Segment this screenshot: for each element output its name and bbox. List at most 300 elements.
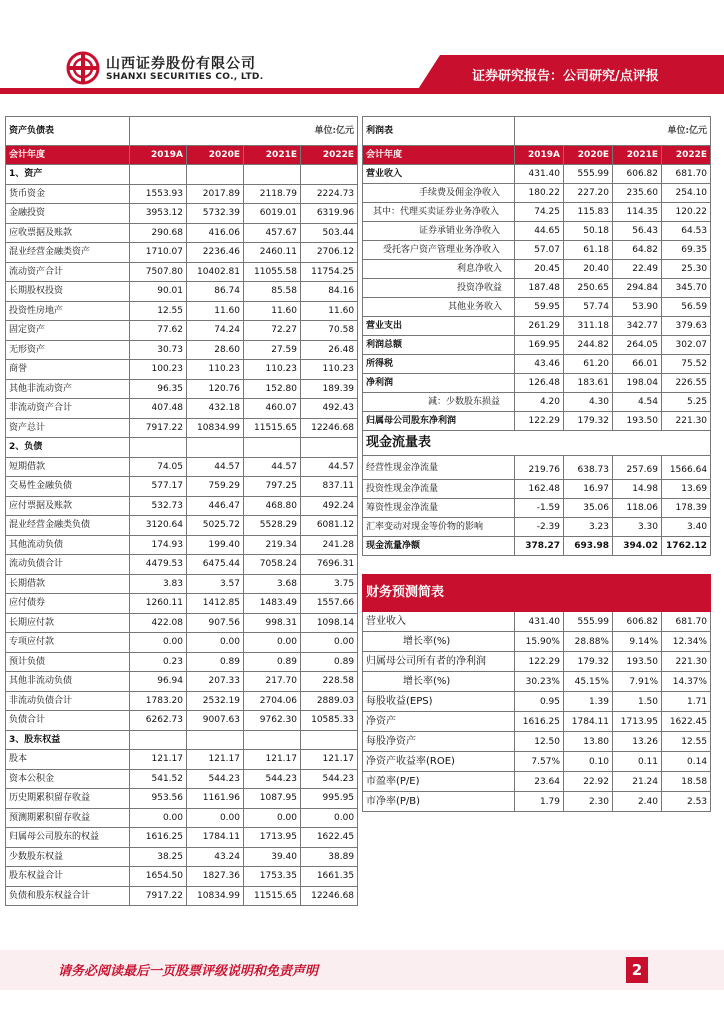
col-header-2022e: 2022E bbox=[301, 146, 358, 165]
row-label: 证券承销业务净收入 bbox=[363, 222, 515, 241]
value-cell: 85.58 bbox=[244, 282, 301, 302]
value-cell: 394.02 bbox=[613, 537, 662, 556]
value-cell: 2706.12 bbox=[301, 243, 358, 263]
value-cell: 120.76 bbox=[187, 379, 244, 399]
table-row bbox=[6, 262, 358, 282]
table-row bbox=[363, 652, 711, 672]
value-cell: 7917.22 bbox=[130, 886, 187, 906]
value-cell: 541.52 bbox=[130, 769, 187, 789]
company-name-en: SHANXI SECURITIES CO., LTD. bbox=[106, 72, 264, 82]
row-label: 混业经营金融类资产 bbox=[6, 243, 130, 263]
value-cell: 1616.25 bbox=[515, 712, 564, 732]
row-label: 归属母公司股东净利润 bbox=[363, 412, 515, 431]
table-row bbox=[363, 672, 711, 692]
value-cell: 1713.95 bbox=[244, 828, 301, 848]
value-cell: 90.01 bbox=[130, 282, 187, 302]
page-header bbox=[0, 0, 724, 96]
value-cell: 39.40 bbox=[244, 847, 301, 867]
value-cell: 28.88% bbox=[564, 632, 613, 652]
value-cell: 3.23 bbox=[564, 518, 613, 537]
value-cell bbox=[244, 730, 301, 750]
value-cell: 5528.29 bbox=[244, 516, 301, 536]
value-cell: 431.40 bbox=[515, 612, 564, 632]
value-cell: 555.99 bbox=[564, 612, 613, 632]
table-row bbox=[363, 537, 711, 556]
row-label: 汇率变动对现金等价物的影响 bbox=[363, 518, 515, 537]
value-cell: 0.00 bbox=[301, 808, 358, 828]
table-row bbox=[363, 374, 711, 393]
table-row bbox=[6, 574, 358, 594]
value-cell: 20.40 bbox=[564, 260, 613, 279]
table-row bbox=[363, 336, 711, 355]
value-cell: 9007.63 bbox=[187, 711, 244, 731]
value-cell bbox=[301, 438, 358, 458]
value-cell: 1553.93 bbox=[130, 184, 187, 204]
value-cell: 120.22 bbox=[662, 203, 711, 222]
col-header-2022e: 2022E bbox=[662, 146, 711, 165]
value-cell: 1753.35 bbox=[244, 867, 301, 887]
value-cell: 555.99 bbox=[564, 165, 613, 184]
row-label: 其他非流动负债 bbox=[6, 672, 130, 692]
row-label: 长期股权投资 bbox=[6, 282, 130, 302]
row-label: 投资性房地产 bbox=[6, 301, 130, 321]
balance-sheet-unit: 单位:亿元 bbox=[130, 117, 358, 146]
row-label: 增长率(%) bbox=[363, 632, 515, 652]
row-label: 流动负债合计 bbox=[6, 555, 130, 575]
value-cell: 1557.66 bbox=[301, 594, 358, 614]
table-row bbox=[363, 298, 711, 317]
value-cell: 3120.64 bbox=[130, 516, 187, 536]
row-label: 专项应付款 bbox=[6, 633, 130, 653]
table-row bbox=[6, 867, 358, 887]
value-cell: 302.07 bbox=[662, 336, 711, 355]
value-cell: 43.46 bbox=[515, 355, 564, 374]
value-cell: 96.35 bbox=[130, 379, 187, 399]
table-row bbox=[363, 393, 711, 412]
value-cell: 1713.95 bbox=[613, 712, 662, 732]
value-cell: 457.67 bbox=[244, 223, 301, 243]
value-cell: 7507.80 bbox=[130, 262, 187, 282]
row-label: 预计负债 bbox=[6, 652, 130, 672]
value-cell: 86.74 bbox=[187, 282, 244, 302]
value-cell: 183.61 bbox=[564, 374, 613, 393]
value-cell: 11.60 bbox=[301, 301, 358, 321]
value-cell: 152.80 bbox=[244, 379, 301, 399]
table-row bbox=[6, 535, 358, 555]
value-cell: 4479.53 bbox=[130, 555, 187, 575]
value-cell: 606.82 bbox=[613, 165, 662, 184]
value-cell: 56.43 bbox=[613, 222, 662, 241]
value-cell: 2.53 bbox=[662, 792, 711, 812]
table-row bbox=[6, 340, 358, 360]
value-cell: 96.94 bbox=[130, 672, 187, 692]
value-cell: 2460.11 bbox=[244, 243, 301, 263]
value-cell: 27.59 bbox=[244, 340, 301, 360]
row-label: 净利润 bbox=[363, 374, 515, 393]
row-label: 每股净资产 bbox=[363, 732, 515, 752]
value-cell: 50.18 bbox=[564, 222, 613, 241]
value-cell: 1654.50 bbox=[130, 867, 187, 887]
row-label: 固定资产 bbox=[6, 321, 130, 341]
row-label: 历史期累积留存收益 bbox=[6, 789, 130, 809]
row-label: 金融投资 bbox=[6, 204, 130, 224]
value-cell bbox=[187, 438, 244, 458]
col-header-2020e: 2020E bbox=[564, 146, 613, 165]
row-label: 应付债券 bbox=[6, 594, 130, 614]
value-cell: 1098.14 bbox=[301, 613, 358, 633]
value-cell: 53.90 bbox=[613, 298, 662, 317]
row-label: 资产总计 bbox=[6, 418, 130, 438]
value-cell: 953.56 bbox=[130, 789, 187, 809]
value-cell: 638.73 bbox=[564, 456, 613, 480]
row-label: 少数股东权益 bbox=[6, 847, 130, 867]
value-cell: 250.65 bbox=[564, 279, 613, 298]
value-cell: 3953.12 bbox=[130, 204, 187, 224]
table-row bbox=[6, 847, 358, 867]
value-cell: 1762.12 bbox=[662, 537, 711, 556]
value-cell: 44.57 bbox=[244, 457, 301, 477]
row-label: 营业收入 bbox=[363, 612, 515, 632]
value-cell: 261.29 bbox=[515, 317, 564, 336]
value-cell: 16.97 bbox=[564, 480, 613, 499]
table-row bbox=[363, 184, 711, 203]
value-cell: 10834.99 bbox=[187, 418, 244, 438]
row-label: 减：少数股东损益 bbox=[363, 393, 515, 412]
value-cell: 226.55 bbox=[662, 374, 711, 393]
value-cell: 3.68 bbox=[244, 574, 301, 594]
value-cell: 7058.24 bbox=[244, 555, 301, 575]
value-cell: 532.73 bbox=[130, 496, 187, 516]
value-cell: 14.98 bbox=[613, 480, 662, 499]
table-row bbox=[363, 222, 711, 241]
value-cell: 7.91% bbox=[613, 672, 662, 692]
value-cell: 6019.01 bbox=[244, 204, 301, 224]
value-cell: 110.23 bbox=[301, 360, 358, 380]
value-cell: 3.75 bbox=[301, 574, 358, 594]
table-row bbox=[6, 652, 358, 672]
value-cell: 2.30 bbox=[564, 792, 613, 812]
table-row bbox=[6, 672, 358, 692]
table-row bbox=[363, 518, 711, 537]
row-label: 增长率(%) bbox=[363, 672, 515, 692]
table-row bbox=[6, 555, 358, 575]
row-label: 股本 bbox=[6, 750, 130, 770]
income-statement-table bbox=[362, 116, 711, 812]
row-label: 股东权益合计 bbox=[6, 867, 130, 887]
value-cell: 70.58 bbox=[301, 321, 358, 341]
value-cell: 2017.89 bbox=[187, 184, 244, 204]
value-cell: 379.63 bbox=[662, 317, 711, 336]
value-cell bbox=[301, 165, 358, 185]
table-row bbox=[6, 750, 358, 770]
table-row bbox=[6, 399, 358, 419]
table-row bbox=[363, 260, 711, 279]
value-cell: 57.74 bbox=[564, 298, 613, 317]
value-cell: 9.14% bbox=[613, 632, 662, 652]
row-label: 其他业务收入 bbox=[363, 298, 515, 317]
value-cell bbox=[244, 165, 301, 185]
value-cell: 1412.85 bbox=[187, 594, 244, 614]
value-cell: 30.73 bbox=[130, 340, 187, 360]
value-cell bbox=[130, 438, 187, 458]
row-label: 交易性金融负债 bbox=[6, 477, 130, 497]
value-cell: 244.82 bbox=[564, 336, 613, 355]
value-cell: 5.25 bbox=[662, 393, 711, 412]
value-cell: 121.17 bbox=[244, 750, 301, 770]
col-header-2020e: 2020E bbox=[187, 146, 244, 165]
page-number: 2 bbox=[626, 957, 648, 983]
table-row bbox=[6, 360, 358, 380]
table-row bbox=[363, 241, 711, 260]
value-cell: 20.45 bbox=[515, 260, 564, 279]
value-cell: 544.23 bbox=[244, 769, 301, 789]
value-cell: 74.05 bbox=[130, 457, 187, 477]
value-cell: 69.35 bbox=[662, 241, 711, 260]
value-cell: 44.57 bbox=[301, 457, 358, 477]
value-cell: 179.32 bbox=[564, 652, 613, 672]
value-cell: 12.55 bbox=[130, 301, 187, 321]
row-label: 利润总额 bbox=[363, 336, 515, 355]
row-label: 市净率(P/B) bbox=[363, 792, 515, 812]
value-cell: 235.60 bbox=[613, 184, 662, 203]
row-label: 受托客户资产管理业务净收入 bbox=[363, 241, 515, 260]
value-cell: -2.39 bbox=[515, 518, 564, 537]
table-row bbox=[363, 792, 711, 812]
value-cell: 294.84 bbox=[613, 279, 662, 298]
row-label: 营业支出 bbox=[363, 317, 515, 336]
value-cell: 257.69 bbox=[613, 456, 662, 480]
value-cell bbox=[130, 730, 187, 750]
value-cell: 797.25 bbox=[244, 477, 301, 497]
row-label: 其他非流动资产 bbox=[6, 379, 130, 399]
table-row bbox=[6, 301, 358, 321]
value-cell: 577.17 bbox=[130, 477, 187, 497]
value-cell: 25.30 bbox=[662, 260, 711, 279]
value-cell: 345.70 bbox=[662, 279, 711, 298]
value-cell: 11515.65 bbox=[244, 886, 301, 906]
value-cell: 4.30 bbox=[564, 393, 613, 412]
income-statement-unit: 单位:亿元 bbox=[515, 117, 711, 146]
row-label: 3、股东权益 bbox=[6, 730, 130, 750]
table-row bbox=[6, 165, 358, 185]
value-cell: 0.89 bbox=[301, 652, 358, 672]
value-cell: 9762.30 bbox=[244, 711, 301, 731]
table-row bbox=[6, 516, 358, 536]
value-cell: 11754.25 bbox=[301, 262, 358, 282]
value-cell: 28.60 bbox=[187, 340, 244, 360]
table-row bbox=[363, 431, 711, 456]
value-cell: 7.57% bbox=[515, 752, 564, 772]
row-label: 现金流量净额 bbox=[363, 537, 515, 556]
value-cell bbox=[301, 730, 358, 750]
table-row bbox=[363, 480, 711, 499]
value-cell: 907.56 bbox=[187, 613, 244, 633]
value-cell: 219.34 bbox=[244, 535, 301, 555]
value-cell: 1661.35 bbox=[301, 867, 358, 887]
table-row bbox=[363, 412, 711, 431]
value-cell: 115.83 bbox=[564, 203, 613, 222]
table-row bbox=[363, 732, 711, 752]
row-label: 长期借款 bbox=[6, 574, 130, 594]
value-cell: 407.48 bbox=[130, 399, 187, 419]
row-label: 非流动负债合计 bbox=[6, 691, 130, 711]
table-row bbox=[363, 165, 711, 184]
value-cell bbox=[130, 165, 187, 185]
table-row bbox=[6, 711, 358, 731]
value-cell: -1.59 bbox=[515, 499, 564, 518]
row-label: 流动资产合计 bbox=[6, 262, 130, 282]
value-cell: 44.65 bbox=[515, 222, 564, 241]
row-label: 筹资性现金净流量 bbox=[363, 499, 515, 518]
value-cell: 6475.44 bbox=[187, 555, 244, 575]
value-cell: 122.29 bbox=[515, 652, 564, 672]
value-cell: 72.27 bbox=[244, 321, 301, 341]
value-cell: 13.80 bbox=[564, 732, 613, 752]
value-cell: 468.80 bbox=[244, 496, 301, 516]
value-cell: 12.34% bbox=[662, 632, 711, 652]
value-cell: 492.24 bbox=[301, 496, 358, 516]
value-cell: 193.50 bbox=[613, 652, 662, 672]
value-cell bbox=[244, 438, 301, 458]
value-cell: 59.95 bbox=[515, 298, 564, 317]
value-cell: 5025.72 bbox=[187, 516, 244, 536]
value-cell: 10402.81 bbox=[187, 262, 244, 282]
table-row bbox=[363, 456, 711, 480]
value-cell: 1260.11 bbox=[130, 594, 187, 614]
value-cell: 264.05 bbox=[613, 336, 662, 355]
value-cell: 0.00 bbox=[244, 808, 301, 828]
value-cell: 759.29 bbox=[187, 477, 244, 497]
value-cell: 837.11 bbox=[301, 477, 358, 497]
row-label: 经营性现金净流量 bbox=[363, 456, 515, 480]
value-cell: 544.23 bbox=[187, 769, 244, 789]
value-cell: 1616.25 bbox=[130, 828, 187, 848]
table-row bbox=[363, 317, 711, 336]
table-row bbox=[6, 438, 358, 458]
row-label: 长期应付款 bbox=[6, 613, 130, 633]
col-header-2019a: 2019A bbox=[130, 146, 187, 165]
table-row bbox=[6, 808, 358, 828]
value-cell: 178.39 bbox=[662, 499, 711, 518]
table-row bbox=[6, 243, 358, 263]
value-cell: 75.52 bbox=[662, 355, 711, 374]
header-band bbox=[0, 88, 724, 94]
value-cell: 2704.06 bbox=[244, 691, 301, 711]
row-label: 应收票据及账款 bbox=[6, 223, 130, 243]
value-cell: 11515.65 bbox=[244, 418, 301, 438]
row-label: 手续费及佣金净收入 bbox=[363, 184, 515, 203]
value-cell: 22.49 bbox=[613, 260, 662, 279]
row-label: 净资产 bbox=[363, 712, 515, 732]
table-row bbox=[6, 691, 358, 711]
balance-sheet-title: 资产负债表 bbox=[6, 117, 130, 146]
value-cell: 122.29 bbox=[515, 412, 564, 431]
value-cell: 180.22 bbox=[515, 184, 564, 203]
row-label: 商誉 bbox=[6, 360, 130, 380]
row-label: 投资性现金净流量 bbox=[363, 480, 515, 499]
value-cell: 189.39 bbox=[301, 379, 358, 399]
value-cell: 30.23% bbox=[515, 672, 564, 692]
value-cell: 21.24 bbox=[613, 772, 662, 792]
value-cell: 57.07 bbox=[515, 241, 564, 260]
row-label: 所得税 bbox=[363, 355, 515, 374]
value-cell: 544.23 bbox=[301, 769, 358, 789]
value-cell: 998.31 bbox=[244, 613, 301, 633]
table-row bbox=[6, 594, 358, 614]
value-cell: 219.76 bbox=[515, 456, 564, 480]
value-cell: 110.23 bbox=[244, 360, 301, 380]
cashflow-title: 现金流量表 bbox=[363, 431, 711, 456]
table-row bbox=[6, 379, 358, 399]
value-cell: 5732.39 bbox=[187, 204, 244, 224]
value-cell: 2236.46 bbox=[187, 243, 244, 263]
row-label: 混业经营金融类负债 bbox=[6, 516, 130, 536]
value-cell: 3.83 bbox=[130, 574, 187, 594]
value-cell: 26.48 bbox=[301, 340, 358, 360]
value-cell: 56.59 bbox=[662, 298, 711, 317]
value-cell: 3.30 bbox=[613, 518, 662, 537]
value-cell: 38.25 bbox=[130, 847, 187, 867]
value-cell: 1622.45 bbox=[662, 712, 711, 732]
company-name-cn: 山西证券股份有限公司 bbox=[106, 56, 256, 72]
value-cell: 0.00 bbox=[187, 633, 244, 653]
value-cell: 64.82 bbox=[613, 241, 662, 260]
value-cell: 74.25 bbox=[515, 203, 564, 222]
income-statement-title: 利润表 bbox=[363, 117, 515, 146]
table-row bbox=[363, 752, 711, 772]
row-label: 预测期累积留存收益 bbox=[6, 808, 130, 828]
spacer-cell bbox=[363, 556, 711, 575]
value-cell: 0.00 bbox=[130, 808, 187, 828]
value-cell: 74.24 bbox=[187, 321, 244, 341]
value-cell: 118.06 bbox=[613, 499, 662, 518]
value-cell: 4.54 bbox=[613, 393, 662, 412]
value-cell: 1827.36 bbox=[187, 867, 244, 887]
value-cell: 114.35 bbox=[613, 203, 662, 222]
value-cell: 0.14 bbox=[662, 752, 711, 772]
table-row bbox=[6, 789, 358, 809]
value-cell: 1.71 bbox=[662, 692, 711, 712]
value-cell: 2889.03 bbox=[301, 691, 358, 711]
col-header-2021e: 2021E bbox=[613, 146, 662, 165]
value-cell: 44.57 bbox=[187, 457, 244, 477]
value-cell: 12246.68 bbox=[301, 418, 358, 438]
value-cell: 1161.96 bbox=[187, 789, 244, 809]
value-cell bbox=[187, 165, 244, 185]
value-cell: 0.10 bbox=[564, 752, 613, 772]
value-cell: 7696.31 bbox=[301, 555, 358, 575]
table-row bbox=[6, 613, 358, 633]
table-row bbox=[363, 575, 711, 612]
value-cell: 254.10 bbox=[662, 184, 711, 203]
row-label: 利息净收入 bbox=[363, 260, 515, 279]
value-cell: 61.18 bbox=[564, 241, 613, 260]
value-cell: 38.89 bbox=[301, 847, 358, 867]
value-cell: 217.70 bbox=[244, 672, 301, 692]
row-label: 无形资产 bbox=[6, 340, 130, 360]
value-cell: 1.50 bbox=[613, 692, 662, 712]
table-row bbox=[363, 692, 711, 712]
col-header-2021e: 2021E bbox=[244, 146, 301, 165]
table-row bbox=[6, 204, 358, 224]
table-row bbox=[363, 556, 711, 575]
value-cell: 14.37% bbox=[662, 672, 711, 692]
value-cell: 1.79 bbox=[515, 792, 564, 812]
value-cell: 174.93 bbox=[130, 535, 187, 555]
table-row bbox=[363, 632, 711, 652]
value-cell: 15.90% bbox=[515, 632, 564, 652]
row-label: 市盈率(P/E) bbox=[363, 772, 515, 792]
